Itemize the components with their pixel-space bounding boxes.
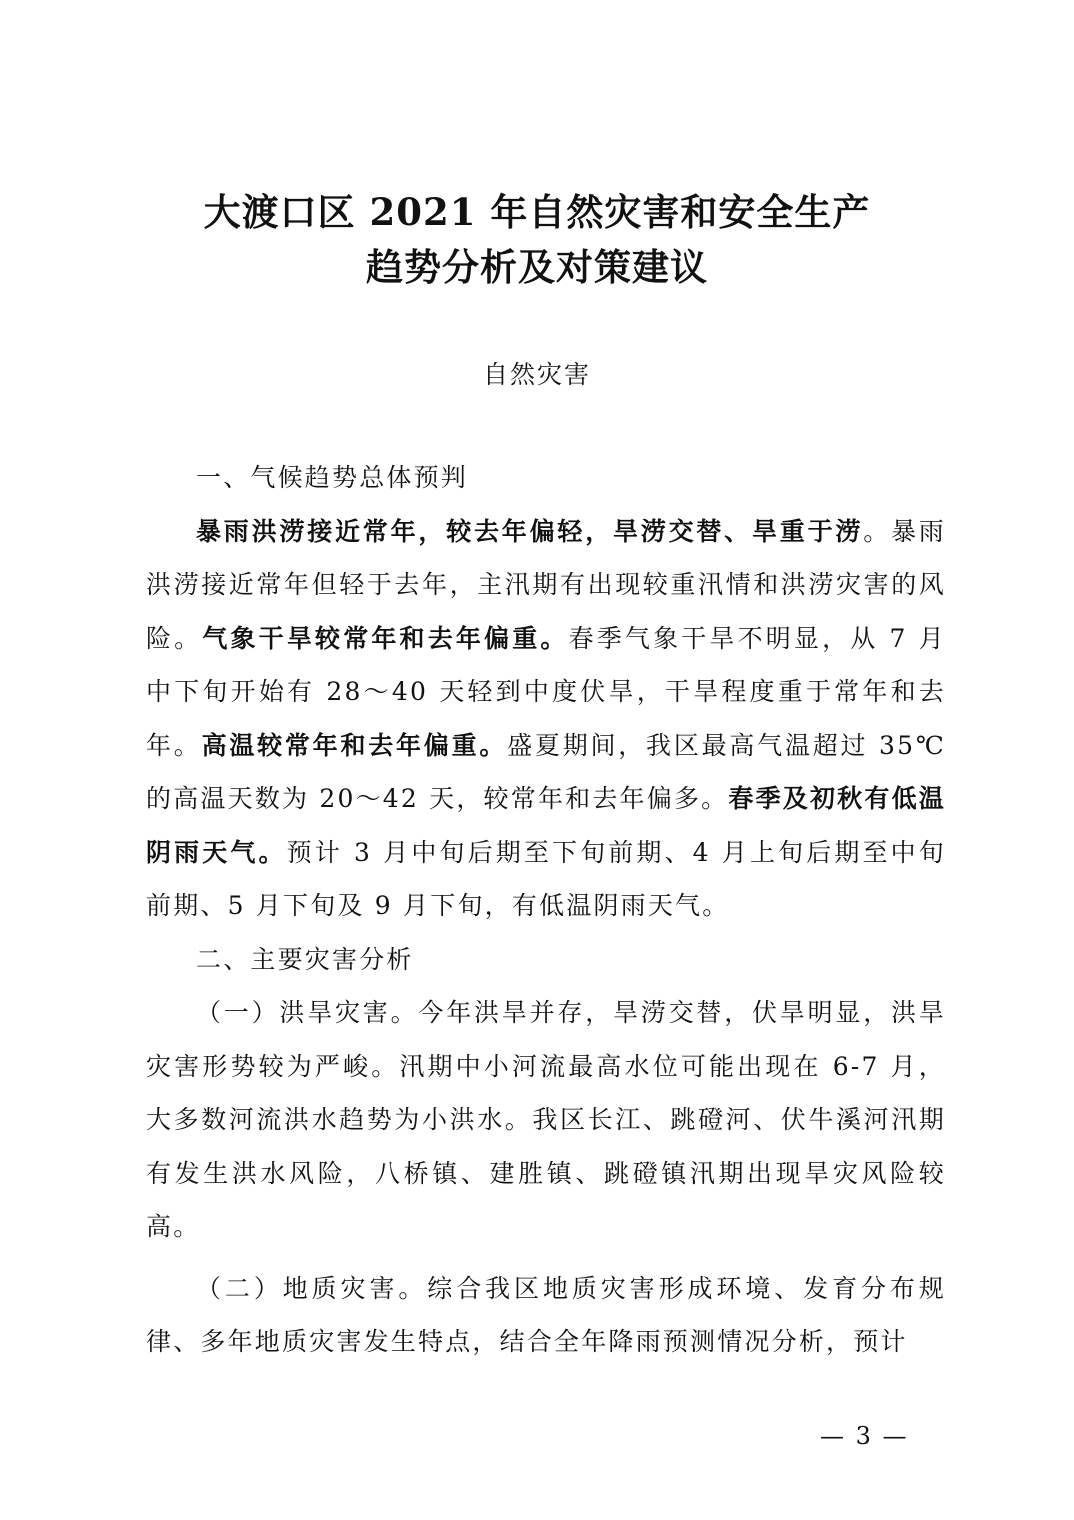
- text-flood: 。暴雨洪涝接近常年但轻于去年，主汛期有出现较重汛情和洪涝灾害的风险。: [146, 516, 946, 653]
- paragraph-flood-drought: （一）洪旱灾害。今年洪旱并存，旱涝交替，伏旱明显，洪旱灾害形势较为严峻。汛期中小河流最高水位可能出现在 6-7 月，大多数河流洪水趋势为小洪水。我区长江、跳磴河、伏牛溪河汛期有发生洪水风险，八桥镇、建胜镇、跳磴镇汛期出现旱灾风险较高。: [146, 998, 946, 1241]
- text-cold-rain: 预计 3 月中旬后期至下旬前期、4 月上旬后期至中旬前期、5 月下旬及 9 月下旬，有低温阴雨天气。: [146, 837, 946, 920]
- key-point-heat: 高温较常年和去年偏重。: [201, 730, 508, 760]
- paragraph-climate-trend: [146, 505, 946, 933]
- title-line-1: 大渡口区 2021 年自然灾害和安全生产: [203, 190, 871, 234]
- document-body: [146, 451, 946, 1369]
- key-point-cold-rain: 春季及初秋有低温阴雨天气。: [146, 784, 946, 867]
- heading-climate-trend: 一、气候趋势总体预判: [196, 463, 469, 492]
- paragraph-geological: （二）地质灾害。综合我区地质灾害形成环境、发育分布规律、多年地质灾害发生特点，结合全年降雨预测情况分析，预计: [146, 1273, 946, 1356]
- text-heat: 盛夏期间，我区最高气温超过 35℃的高温天数为 20～42 天，较常年和去年偏多。: [146, 730, 946, 813]
- key-point-flood: 暴雨洪涝接近常年，较去年偏轻，旱涝交替、旱重于涝: [196, 516, 864, 546]
- heading-main-disasters: 二、主要灾害分析: [196, 944, 414, 974]
- text-drought: 春季气象干旱不明显，从 7 月中下旬开始有 28～40 天轻到中度伏旱，干旱程度重于常年和去年。: [146, 623, 946, 760]
- key-point-drought: 气象干旱较常年和去年偏重。: [202, 623, 569, 653]
- document-title: [0, 185, 1074, 295]
- title-line-2: 趋势分析及对策建议: [366, 245, 708, 289]
- section-heading: 自然灾害: [482, 360, 591, 389]
- page-number: — 3 —: [820, 1422, 909, 1450]
